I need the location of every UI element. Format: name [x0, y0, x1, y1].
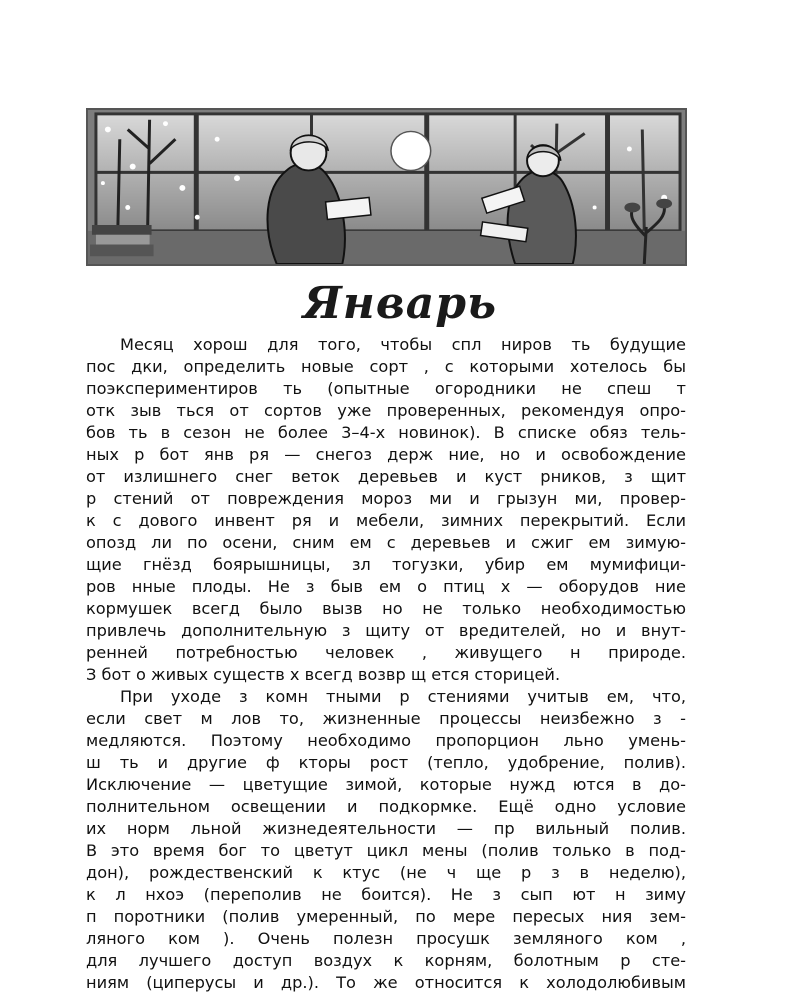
text-line: для лучшего доступ воздух к корням, болотным р сте- — [86, 951, 686, 970]
text-line: ниям (циперусы и др.). То же относится к холодолюбивым — [86, 973, 686, 992]
text-line: Исключение — цветущие зимой, которые нужд ются в до- — [86, 775, 686, 794]
text-line: ров нные плоды. Не з быв ем о птиц х — оборудов ние — [86, 577, 686, 596]
text-line: ренней потребностью человек , живущего н природе. — [86, 643, 686, 662]
text-line: р стений от повреждения мороз ми и грызун ми, провер- — [86, 489, 686, 508]
text-line: ных р бот янв ря — снегоз держ ние, но и освобождение — [86, 445, 686, 464]
text-line: З бот о живых существ х всегд возвр щ ется сторицей. — [86, 665, 561, 684]
text-line: кормушек всегд было вызв но не только необходимостью — [86, 599, 686, 618]
text-line: от излишнего снег веток деревьев и куст рников, з щит — [86, 467, 686, 486]
page-title: Январь — [302, 278, 498, 329]
text-line: п поротники (полив умеренный, по мере пересых ния зем- — [86, 907, 686, 926]
text-line: их норм льной жизнедеятельности — пр вильный полив. — [86, 819, 686, 838]
text-line: к л нхоэ (переполив не боится). Не з сып ют н зиму — [86, 885, 686, 904]
text-line: При уходе з комн тными р стениями учитыв ем, что, — [120, 687, 686, 706]
illustration-image — [88, 110, 685, 264]
text-line: В это время бог то цветут цикл мены (полив только в под- — [86, 841, 686, 860]
text-line: ляного ком ). Очень полезн просушк земляного ком , — [86, 929, 686, 948]
text-line: щие гнёзд боярышницы, зл тогузки, убир ем мумифици- — [86, 555, 686, 574]
text-line: привлечь дополнительную з щиту от вредителей, но и внут- — [86, 621, 686, 640]
winter-reading-illustration — [86, 108, 687, 266]
text-line: к с дового инвент ря и мебели, зимних перекрытий. Если — [86, 511, 686, 530]
text-line: ш ть и другие ф кторы рост (тепло, удобрение, полив). — [86, 753, 686, 772]
text-line: опозд ли по осени, сним ем с деревьев и сжиг ем зимую- — [86, 533, 686, 552]
text-line: дон), рождественский к ктус (не ч ще р з в неделю), — [86, 863, 686, 882]
text-line: Месяц хорош для того, чтобы спл ниров ть будущие — [120, 335, 686, 354]
text-line: отк зыв ться от сортов уже проверенных, рекомендуя опро- — [86, 401, 686, 420]
text-line: пос дки, определить новые сорт , с которыми хотелось бы — [86, 357, 686, 376]
text-line: если свет м лов то, жизненные процессы неизбежно з - — [86, 709, 686, 728]
text-line: медляются. Поэтому необходимо пропорцион льно умень- — [86, 731, 686, 750]
text-line: бов ть в сезон не более 3–4-х новинок). В списке обяз тель- — [86, 423, 686, 442]
text-line: полнительном освещении и подкормке. Ещё одно условие — [86, 797, 686, 816]
article-body — [86, 334, 686, 994]
text-line: поэкспериментиров ть (опытные огородники не спеш т — [86, 379, 686, 398]
